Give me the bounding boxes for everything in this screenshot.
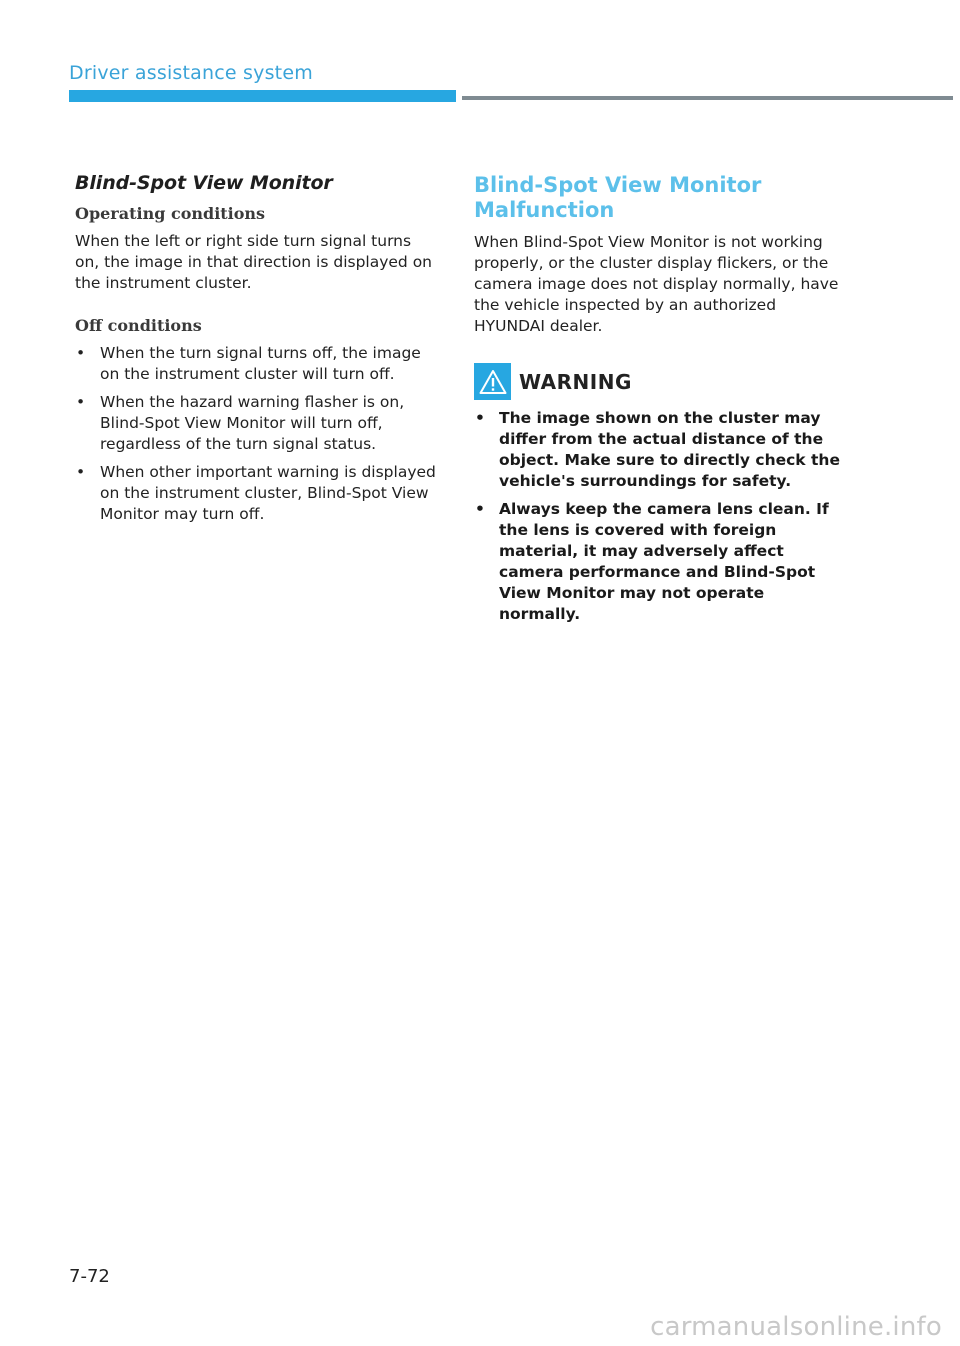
list-item [75,462,440,525]
warning-header [474,363,844,400]
list-item [474,499,844,625]
operating-conditions-heading: Operating conditions [75,204,266,223]
operating-conditions-text: When the left or right side turn signal turns on, the image in that direction is displayed on the instrument cluster. [75,232,432,292]
warning-list [474,408,844,625]
list-item [75,343,440,385]
off-conditions-heading: Off conditions [75,316,202,335]
list-item-text: When the hazard warning flasher is on, Blind-Spot View Monitor will turn off, regardless of the turn signal status. [100,393,405,453]
bullet: • [76,344,86,362]
page-number: 7-72 [69,1266,110,1287]
warning-label: WARNING [519,369,632,394]
malfunction-title: Blind-Spot View Monitor Malfunction [474,173,762,222]
list-item-text: When other important warning is displayed on the instrument cluster, Blind-Spot View Monitor may turn off. [100,463,436,523]
right-column [474,173,844,632]
bullet: • [76,393,86,411]
left-column [75,172,440,532]
off-conditions-list [75,343,440,525]
list-item-text: The image shown on the cluster may differ from the actual distance of the object. Make sure to directly check the vehicle's surroundings for safety. [499,409,840,490]
watermark: carmanualsonline.info [650,1312,942,1342]
list-item [474,408,844,492]
list-item [75,392,440,455]
header-rule [462,96,953,100]
bullet: • [475,409,485,427]
section-title: Blind-Spot View Monitor [75,172,333,194]
list-item-text: When the turn signal turns off, the image on the instrument cluster will turn off. [100,344,421,383]
bullet: • [475,500,485,518]
list-item-text: Always keep the camera lens clean. If the lens is covered with foreign material, it may adversely affect camera performance and Blind-Spot View Monitor may not operate normally. [499,500,829,623]
malfunction-text: When Blind-Spot View Monitor is not working properly, or the cluster display flickers, or the camera image does not display normally, have the vehicle inspected by an authorized HYUNDAI dealer. [474,233,839,335]
chapter-title: Driver assistance system [69,62,313,84]
header-accent-bar [69,90,456,102]
bullet: • [76,463,86,481]
warning-triangle-icon [474,363,511,400]
